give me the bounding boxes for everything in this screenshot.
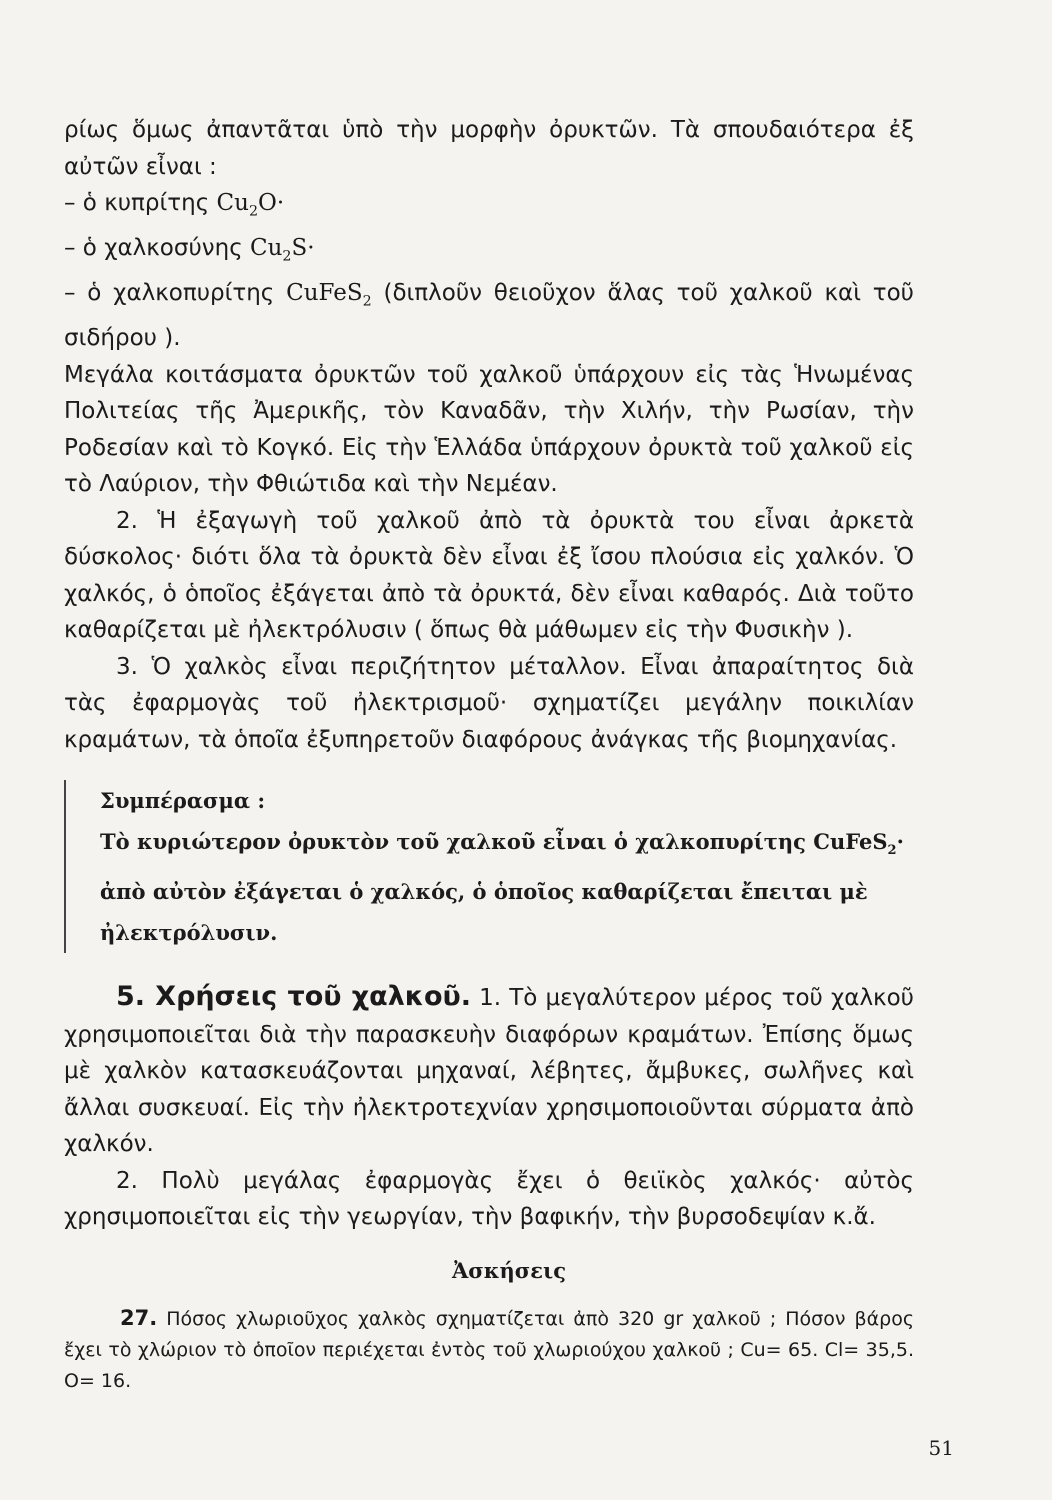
page-number: 51 <box>928 1436 954 1460</box>
conclusion-box <box>64 780 914 953</box>
section-5-point-2: 2. Πολὺ μεγάλας ἐφαρμογὰς ἔχει ὁ θειϊκὸς χαλκός· αὐτὸς χρησιμοποιεῖται εἰς τὴν γεωργίαν, τὴν βαφικήν, τὴν βυρσοδεψίαν κ.ἄ. <box>64 1167 914 1231</box>
conclusion-title: Συμπέρασμα : <box>100 788 266 814</box>
mineral-cuprite: – ὁ κυπρίτης $Cu_2O\cdot$ <box>64 190 285 220</box>
exercise-number: 27. <box>120 1305 158 1330</box>
section-5-title: 5. Χρήσεις τοῦ χαλκοῦ. <box>116 981 471 1013</box>
deposits-paragraph: Μεγάλα κοιτάσματα ὀρυκτῶν τοῦ χαλκοῦ ὑπάρχουν εἰς τὰς Ἡνωμένας Πολιτείας τῆς Ἀμερικῆς, τὸν Καναδᾶν, τὴν Χιλήν, τὴν Ρωσίαν, τὴν Ροδεσίαν καὶ τὸ Κογκό. Εἰς τὴν Ἑλλάδα ὑπάρχουν ὀρυκτὰ τοῦ χαλκοῦ εἰς τὸ Λαύριον, τὴν Φθιώτιδα καὶ τὴν Νεμέαν. <box>64 361 914 498</box>
intro-paragraph: ρίως ὅμως ἀπαντᾶται ὑπὸ τὴν μορφὴν ὀρυκτῶν. Τὰ σπουδαιότερα ἐξ αὐτῶν εἶναι : <box>64 117 914 180</box>
mineral-chalcopyrite: – ὁ χαλκοπυρίτης CuFeS$_2$ (διπλοῦν θειοῦχον ἅλας τοῦ χαλκοῦ καὶ τοῦ σιδήρου ). <box>64 280 914 352</box>
exercises-title: Ἀσκήσεις <box>452 1257 566 1283</box>
point-2-paragraph: 2. Ἡ ἐξαγωγὴ τοῦ χαλκοῦ ἀπὸ τὰ ὀρυκτὰ του εἶναι ἀρκετὰ δύσκολος· διότι ὅλα τὰ ὀρυκτὰ δὲν εἶναι ἐξ ἴσου πλούσια εἰς χαλκόν. Ὁ χαλκός, ὁ ὁποῖος ἐξάγεται ἀπὸ τὰ ὀρυκτά, δὲν εἶναι καθαρός. Διὰ τοῦτο καθαρίζεται μὲ ἠλεκτρόλυσιν ( ὅπως θὰ μάθωμεν εἰς τὴν Φυσικὴν ). <box>64 507 914 644</box>
conclusion-text: Τὸ κυριώτερον ὀρυκτὸν τοῦ χαλκοῦ εἶναι ὁ χαλκοπυρίτης CuFeS$_2$· ἀπὸ αὐτὸν ἐξάγεται ὁ χαλκός, ὁ ὁποῖος καθαρίζεται ἔπειται μὲ ἠλεκτρόλυσιν. <box>100 829 904 946</box>
point-3-paragraph: 3. Ὁ χαλκὸς εἶναι περιζήτητον μέταλλον. Εἶναι ἀπαραίτητος διὰ τὰς ἐφαρμογὰς τοῦ ἠλεκτρισμοῦ· σχηματίζει μεγάλην ποικιλίαν κραμάτων, τὰ ὁποῖα ἐξυπηρετοῦν διαφόρους ἀνάγκας τῆς βιομηχανίας. <box>64 653 914 753</box>
mineral-chalcocite: – ὁ χαλκοσύνης $Cu_2S\cdot$ <box>64 235 315 265</box>
exercise-item: 27. Πόσος χλωριοῦχος χαλκὸς σχηματίζεται ἀπὸ 320 gr χαλκοῦ ; Πόσον βάρος ἔχει τὸ χλώριον τὸ ὁποῖον περιέχεται ἐντὸς τοῦ χλωριούχου χαλκοῦ ; Cu= 65. Cl= 35,5. O= 16. <box>64 1305 914 1392</box>
page-body <box>64 112 914 1397</box>
section-5-paragraph: 5. Χρήσεις τοῦ χαλκοῦ. 1. Τὸ μεγαλύτερον μέρος τοῦ χαλκοῦ χρησιμοποιεῖται διὰ τὴν παρασκευὴν διαφόρων κραμάτων. Ἐπίσης ὅμως μὲ χαλκὸν κατασκευάζονται μηχαναί, λέβητες, ἄμβυκες, σωλῆνες καὶ ἄλλαι συσκευαί. Εἰς τὴν ἠλεκτροτεχνίαν χρησιμοποιοῦνται σύρματα ἀπὸ χαλκόν. <box>64 981 914 1158</box>
